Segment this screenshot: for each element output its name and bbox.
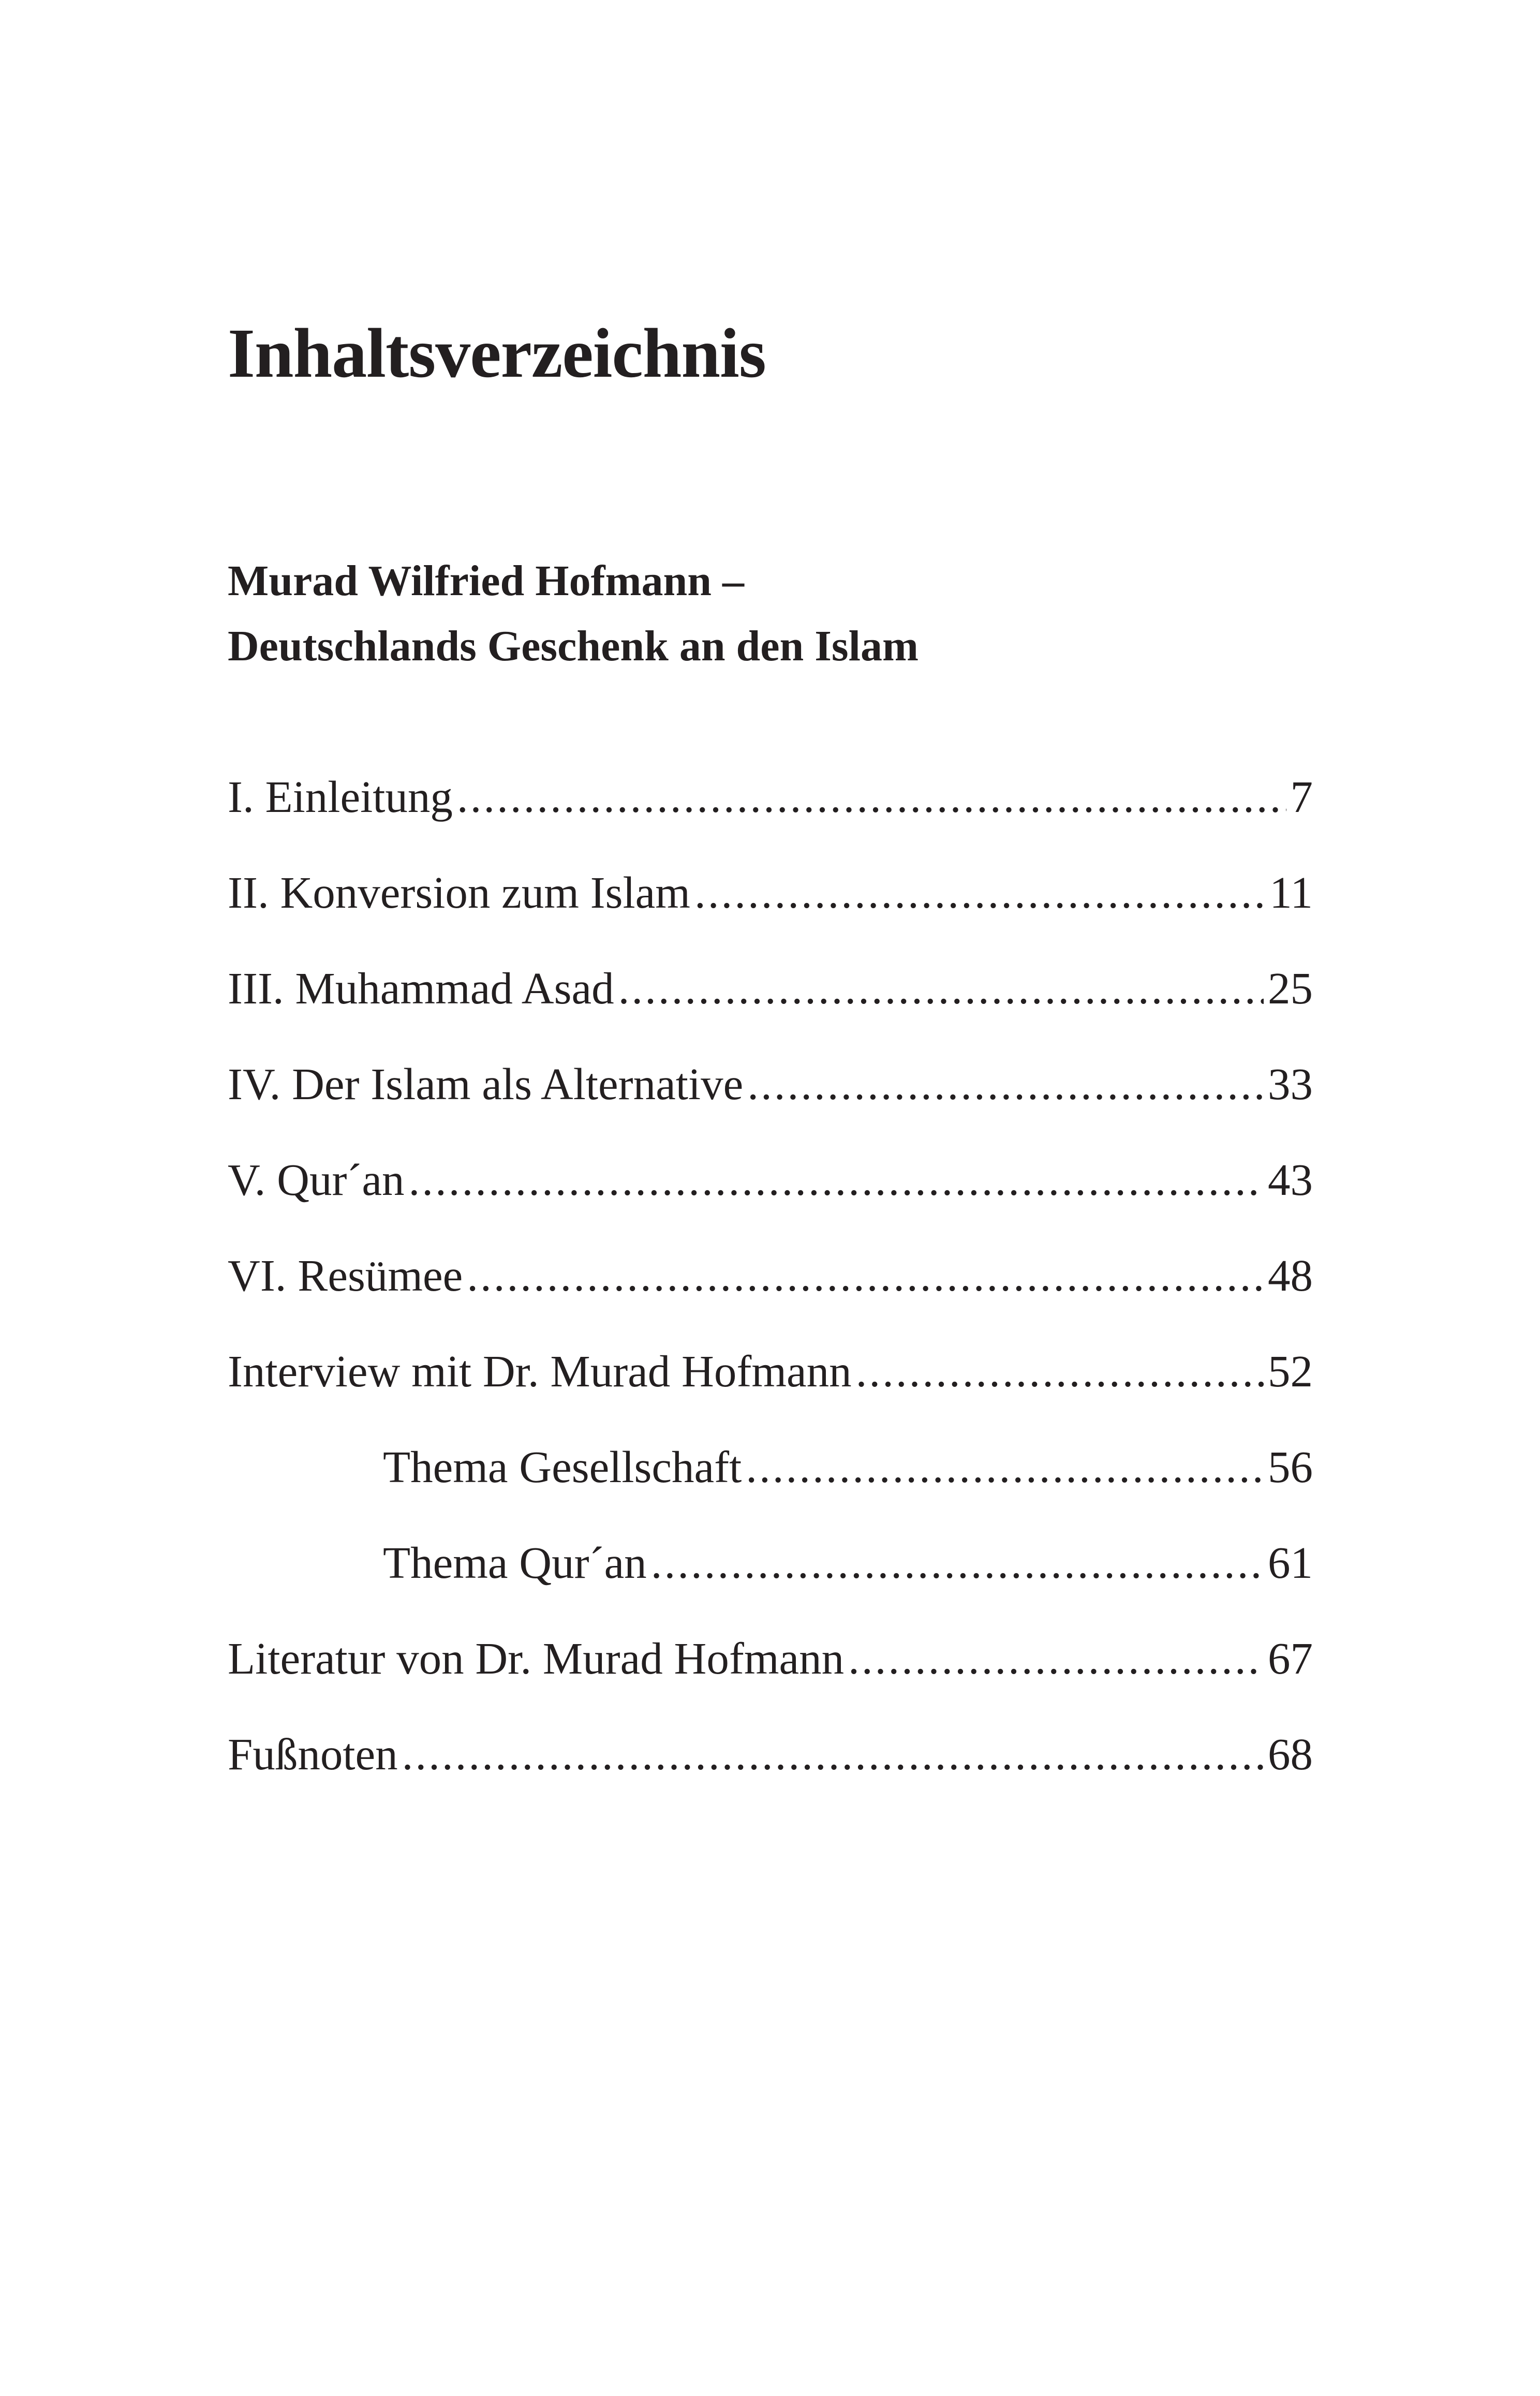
toc-dot-leader	[467, 1247, 1264, 1304]
toc-entry-page-number: 25	[1268, 963, 1313, 1013]
toc-entry-page-number: 61	[1268, 1537, 1313, 1588]
toc-entry-islam-alternative	[228, 1056, 1313, 1151]
toc-entry-page-number: 7	[1290, 772, 1313, 822]
toc-entry-page-number: 56	[1268, 1442, 1313, 1492]
toc-entry-page-number: 68	[1268, 1729, 1313, 1779]
toc-subentry-quran	[228, 1534, 1313, 1630]
toc-dot-leader	[747, 1056, 1264, 1113]
toc-entry-page-number: 11	[1269, 867, 1313, 918]
toc-subentry-gesellschaft	[228, 1439, 1313, 1534]
toc-entry-quran	[228, 1151, 1313, 1247]
toc-dot-leader	[651, 1534, 1264, 1591]
toc-entry-label: I. Einleitung	[228, 772, 453, 822]
toc-entry-label: III. Muhammad Asad	[228, 963, 614, 1013]
toc-entry-label: IV. Der Islam als Alternative	[228, 1059, 744, 1109]
page-title: Inhaltsverzeichnis	[228, 315, 766, 392]
section-heading-line-1: Murad Wilfried Hofmann –	[228, 557, 744, 605]
toc-dot-leader	[457, 768, 1286, 825]
toc-dot-leader	[848, 1630, 1264, 1687]
toc-entry-page-number: 52	[1268, 1346, 1313, 1396]
toc-entry-literatur	[228, 1630, 1313, 1726]
toc-entry-interview	[228, 1343, 1313, 1439]
toc-dot-leader	[409, 1151, 1264, 1208]
toc-entry-label: VI. Resümee	[228, 1250, 463, 1300]
toc-entry-label: V. Qur´an	[228, 1155, 405, 1205]
toc-entry-label: Interview mit Dr. Murad Hofmann	[228, 1346, 852, 1396]
toc-entry-fussnoten	[228, 1726, 1313, 1822]
table-of-contents	[228, 768, 1313, 1822]
toc-dot-leader	[402, 1726, 1264, 1783]
toc-entry-label: Thema Qur´an	[383, 1537, 647, 1588]
section-heading-line-2: Deutschlands Geschenk an den Islam	[228, 622, 919, 670]
toc-entry-resumee	[228, 1247, 1313, 1343]
toc-entry-page-number: 48	[1268, 1250, 1313, 1300]
toc-entry-page-number: 67	[1268, 1633, 1313, 1683]
toc-entry-page-number: 33	[1268, 1059, 1313, 1109]
section-heading	[228, 549, 919, 679]
toc-entry-label: Fußnoten	[228, 1729, 398, 1779]
toc-entry-einleitung	[228, 768, 1313, 864]
toc-entry-label: Literatur von Dr. Murad Hofmann	[228, 1633, 845, 1683]
toc-entry-page-number: 43	[1268, 1155, 1313, 1205]
toc-dot-leader	[618, 960, 1264, 1017]
toc-dot-leader	[746, 1439, 1264, 1496]
toc-dot-leader	[856, 1343, 1264, 1400]
toc-entry-label: Thema Gesellschaft	[383, 1442, 742, 1492]
toc-entry-muhammad-asad	[228, 960, 1313, 1056]
toc-entry-konversion	[228, 864, 1313, 960]
toc-entry-label: II. Konversion zum Islam	[228, 867, 690, 918]
toc-dot-leader	[694, 864, 1265, 921]
